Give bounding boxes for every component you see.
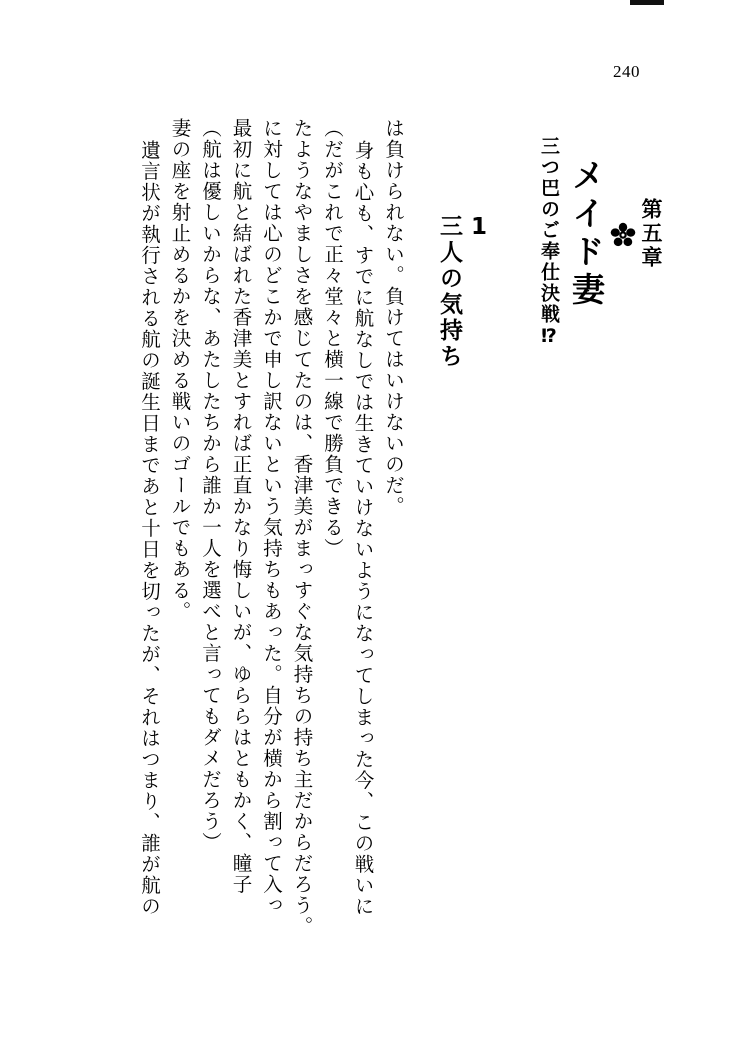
body-line: 妻の座を射止めるかを決める戦いのゴールでもある。	[168, 118, 192, 622]
body-line: に対しては心のどこかで申し訳ないという気持ちもあった。自分が横から割って入っ	[260, 118, 283, 916]
body-line: （航は優しいからな、あたしたちから誰か一人を選べと言ってもダメだろう）	[199, 118, 222, 853]
section-number: 1	[466, 214, 492, 243]
body-line: 遺言状が執行される航の誕生日まであと十日を切ったが、それはつまり、誰が航の	[138, 140, 161, 917]
chapter-heading	[536, 118, 666, 349]
chapter-title: メイド妻	[567, 157, 606, 310]
section-heading	[433, 118, 492, 370]
page-body	[64, 118, 676, 998]
chapter-number: 第五章	[639, 197, 664, 270]
chapter-heading-line	[536, 118, 666, 349]
flower-icon	[610, 222, 636, 248]
section-title: 三人の気持ち	[436, 214, 462, 370]
chapter-subtitle: 三つ巴のご奉仕決戦⁉	[538, 136, 560, 349]
body-line: （だがこれで正々堂々と横一線で勝負できる）	[321, 118, 344, 559]
body-text	[129, 118, 404, 1010]
body-line: たようなやましさを感じてたのは、香津美がまっすぐな気持ちの持ち主だからだろう。	[290, 118, 314, 937]
page-edge-mark	[630, 0, 664, 5]
body-line: 身も心も、すでに航なしでは生きていけないようになってしまった今、この戦いに	[351, 140, 375, 917]
body-line: 最初に航と結ばれた香津美とすれば正直かなり悔しいが、ゆららはともかく、瞳子	[229, 118, 253, 895]
page-number: 240	[613, 62, 640, 81]
body-line: は負けられない。負けてはいけないのだ。	[382, 118, 405, 517]
